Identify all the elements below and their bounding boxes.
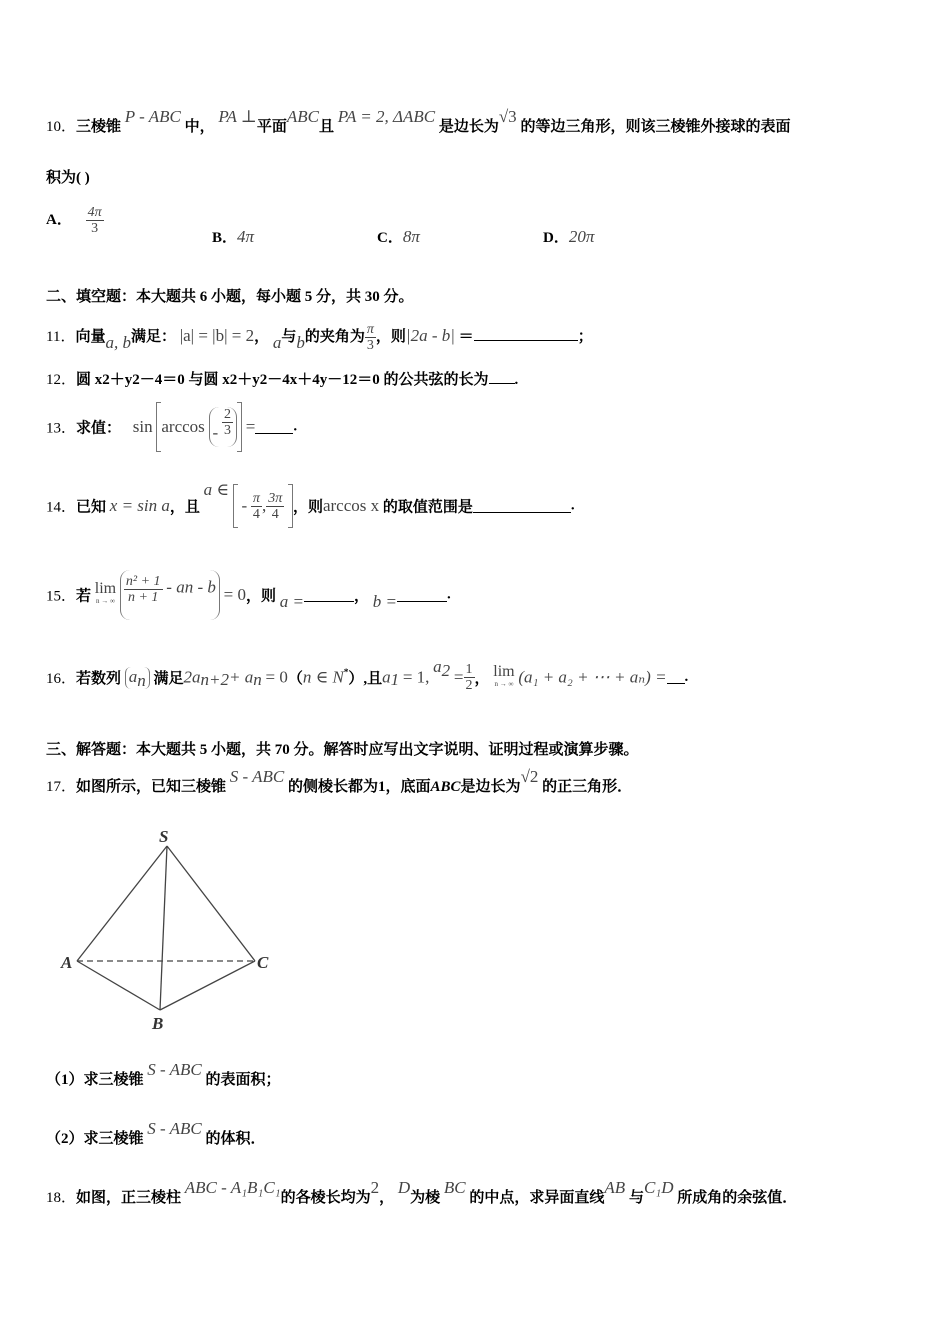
q16-seq <box>125 667 150 689</box>
option-value: 8π <box>402 227 420 246</box>
q13-arccos: arccos <box>161 417 205 436</box>
frac-den: 4 <box>266 506 284 522</box>
q18-text: 的中点，求异面直线 <box>469 1190 605 1206</box>
q16-math: a <box>433 656 442 676</box>
q14-text: 的取值范围是 <box>382 499 473 516</box>
q17-text: 如图所示，已知三棱锥 <box>76 779 227 795</box>
q17-math: S - ABC <box>229 767 285 786</box>
q14-math: arccos x <box>322 496 380 515</box>
q15-text: ， <box>353 588 369 605</box>
q17-part-text: 的表面积； <box>205 1072 281 1088</box>
q15-number: 15． <box>46 588 77 605</box>
option-label: A． <box>46 211 72 228</box>
q16-number: 16． <box>46 671 77 687</box>
q15-math: - an - b <box>166 577 216 597</box>
q17-part-text: （2）求三棱锥 <box>46 1131 144 1147</box>
edge-SA <box>77 846 167 961</box>
frac-num: 4π <box>87 205 102 220</box>
edge-BC <box>160 961 255 1010</box>
vertex-label-b: B <box>152 1014 164 1033</box>
q17-pyramid-figure <box>55 820 285 1040</box>
q13-number: 13． <box>46 420 77 437</box>
q11-text: ，则 <box>375 328 406 345</box>
q15-text: ，则 <box>245 588 276 605</box>
q16-math: = <box>453 667 464 687</box>
q11-math: a <box>272 332 282 352</box>
q16-math: = 1, <box>402 667 430 687</box>
q17-part-text: （1）求三棱锥 <box>46 1072 144 1088</box>
q12-text: 圆 x2＋y2－4＝0 与圆 x2＋y2－4x＋4y－12＝0 的公共弦的长为 <box>76 372 489 388</box>
vertex-label-s: S <box>159 827 169 846</box>
q11-math-norm: |a| = |b| = 2 <box>179 325 255 345</box>
q16-math: 2a <box>183 667 201 687</box>
q14-line <box>46 480 575 528</box>
q16-text: 满足 <box>153 671 184 687</box>
frac-den: 4 <box>251 506 262 522</box>
q16-math: = 0 <box>265 667 288 687</box>
q17-part-2 <box>46 1119 266 1148</box>
q18-number: 18． <box>46 1190 77 1206</box>
q18-text: 的各棱长均为 <box>280 1190 371 1206</box>
q13-paren <box>209 407 237 447</box>
q16-answer-blank[interactable] <box>667 671 685 684</box>
q15-answer-blank-a[interactable] <box>304 589 354 602</box>
vertex-label-a: A <box>61 953 73 972</box>
q14-frac-1 <box>251 491 262 522</box>
option-label: B． <box>212 230 238 246</box>
q18-text: 如图，正三棱柱 <box>76 1190 182 1206</box>
edge-AB <box>77 961 160 1010</box>
q17-text: 1 <box>378 779 386 795</box>
q16-text: ）,且 <box>348 671 383 687</box>
q14-minus: - <box>241 496 248 515</box>
q10-option-d[interactable] <box>543 226 594 247</box>
edge-SB <box>160 846 167 1010</box>
frac-num: 1 <box>465 662 473 677</box>
lim: lim <box>94 580 117 597</box>
frac-num: n² + 1 <box>125 574 161 589</box>
q17-line <box>46 767 633 796</box>
q18-math: BC <box>443 1178 466 1197</box>
q18-math: 2 <box>370 1178 380 1197</box>
section-3-heading: 三、解答题：本大题共 5 小题，共 70 分。解答时应写出文字说明、证明过程或演算步骤。 <box>46 742 639 758</box>
q10-text: 平面 <box>256 119 287 135</box>
q18-text: 为棱 <box>410 1190 441 1206</box>
option-value: 20π <box>568 227 595 246</box>
q15-paren <box>120 570 220 620</box>
q17-text: 的侧棱长都为 <box>288 779 379 795</box>
frac-num: 3π <box>268 490 283 506</box>
q12-answer-blank[interactable] <box>489 371 515 384</box>
vertex-label-c: C <box>257 953 269 972</box>
section-2-heading: 二、填空题：本大题共 6 小题，每小题 5 分，共 30 分。 <box>46 289 414 305</box>
q16-sub: n <box>137 670 146 690</box>
frac-den: 3 <box>365 337 376 353</box>
q12-number: 12． <box>46 372 77 388</box>
q15-limit <box>94 580 117 607</box>
q11-text: ； <box>577 328 593 345</box>
q12-text: . <box>514 372 519 388</box>
q17-text: ，底面 <box>385 779 431 795</box>
q11-math: a, b <box>105 332 131 352</box>
q10-text: 中， <box>184 119 215 135</box>
q15-text: . <box>446 586 451 603</box>
q14-frac-2 <box>266 491 284 522</box>
q10-math-sqrt3: √3 <box>498 107 517 126</box>
q10-line1 <box>46 107 791 136</box>
q10-line2: 积为( ) <box>46 170 90 186</box>
q13-fraction <box>222 407 233 438</box>
q11-text: 的夹角为 <box>304 328 365 345</box>
q11-fraction <box>365 322 376 353</box>
q18-text: ， <box>379 1190 395 1206</box>
q10-text: 的等边三角形，则该三棱锥外接球的表面 <box>520 119 791 135</box>
q11-math: b <box>296 332 305 352</box>
q14-math: a ∈ <box>203 480 229 500</box>
q10-text: 且 <box>318 119 334 135</box>
q18-math: D <box>397 1178 411 1197</box>
q16-fraction <box>464 662 475 693</box>
frac-num: π <box>252 490 260 506</box>
option-label: D． <box>543 230 569 246</box>
frac-den: 2 <box>465 678 473 693</box>
q16-text: 若数列 <box>76 671 122 687</box>
q13-text: 求值： <box>76 420 122 437</box>
q11-text: 满足： <box>130 328 176 345</box>
q16-sub: n+2 <box>200 669 230 689</box>
q16-sup: * <box>343 666 349 677</box>
q10-math-pa: PA = 2, ΔABC <box>337 107 436 126</box>
q11-answer-blank[interactable] <box>474 328 578 341</box>
q11-text: ， <box>254 328 270 345</box>
q11-text: 与 <box>281 328 297 345</box>
q16-math: (a₁ + a₂ + ⋯ + aₙ) = <box>518 667 667 687</box>
q15-math: a = <box>279 592 304 611</box>
option-label: C． <box>377 230 403 246</box>
q10-option-b[interactable] <box>212 226 254 247</box>
q14-text: ，且 <box>169 499 200 516</box>
q16-sub: n <box>253 669 262 689</box>
lim-sub: n → ∞ <box>494 679 514 688</box>
q16-sub: 2 <box>441 660 451 680</box>
q13-line <box>46 402 297 452</box>
q16-text: . <box>684 669 689 685</box>
q17-number: 17． <box>46 779 77 795</box>
q16-line <box>46 656 689 693</box>
q15-fraction <box>124 574 163 605</box>
q10-option-a-fraction <box>86 205 104 236</box>
q16-sub: 1 <box>390 669 400 689</box>
q18-math: AB <box>604 1178 626 1197</box>
q13-answer-blank[interactable] <box>255 421 293 434</box>
q11-math-norm: |2a - b| <box>405 325 455 345</box>
q17-math-sqrt2: √2 <box>520 767 539 786</box>
q17-part-1 <box>46 1060 281 1089</box>
frac-den: 3 <box>223 423 231 438</box>
q10-text: 是边长为 <box>438 119 499 135</box>
lim-sub: n → ∞ <box>95 597 115 605</box>
q15-answer-blank-b[interactable] <box>397 589 447 602</box>
q11-number: 11． <box>46 328 76 345</box>
q17-part-text: 的体积． <box>205 1131 266 1147</box>
q17-part-math: S - ABC <box>147 1060 202 1079</box>
q17-text: 是边长为 <box>460 779 521 795</box>
q18-math: C₁D <box>643 1178 674 1197</box>
q16-text: ， <box>474 671 490 687</box>
q16-text: （ <box>287 671 303 687</box>
q10-option-c[interactable] <box>377 226 420 247</box>
q13-bracket-right <box>237 402 242 452</box>
q18-text: 与 <box>628 1190 644 1206</box>
q17-part-math: S - ABC <box>147 1119 202 1138</box>
q15-line <box>46 570 451 620</box>
q14-bracket-left <box>233 484 238 528</box>
q14-answer-blank[interactable] <box>473 500 571 513</box>
q18-math: ABC - A₁B₁C₁ <box>184 1178 281 1197</box>
option-value: 4π <box>237 227 255 246</box>
q11-text: ＝ <box>458 328 474 345</box>
q16-math: n ∈ N <box>302 667 344 687</box>
q15-text: 若 <box>76 588 92 605</box>
q14-comma: , <box>261 496 267 515</box>
q14-text: ，则 <box>292 499 323 516</box>
q11-text: 向量 <box>75 328 106 345</box>
q13-minus: - <box>212 422 219 442</box>
q15-math: = 0 <box>223 585 246 604</box>
q17-text: 的正三角形． <box>542 779 633 795</box>
q16-limit <box>493 662 515 690</box>
q10-math-pyramid: P - ABC <box>124 107 181 126</box>
q14-math: x = sin a <box>109 496 170 515</box>
q17-text: ABC <box>430 779 461 795</box>
lim: lim <box>493 662 515 680</box>
q10-math-abc: ABC <box>286 107 319 126</box>
q12-line <box>46 368 518 389</box>
q10-option-a[interactable] <box>46 205 104 236</box>
q18-line <box>46 1178 798 1207</box>
edge-SC <box>167 846 255 961</box>
q14-number: 14． <box>46 499 77 516</box>
q13-sin: sin <box>132 417 153 436</box>
q16-math: a <box>382 667 391 687</box>
q13-equals: = <box>245 417 256 436</box>
frac-num: 2 <box>223 407 231 422</box>
frac-den: 3 <box>86 220 104 236</box>
q14-text: . <box>570 497 575 514</box>
q16-math: + a <box>229 667 254 687</box>
q16-math: a <box>128 666 138 686</box>
q13-text: . <box>293 418 298 435</box>
q14-text: 已知 <box>76 499 107 516</box>
q15-math: b = <box>372 592 397 611</box>
frac-den: n + 1 <box>124 589 163 605</box>
frac-num: π <box>366 322 374 337</box>
q11-line <box>46 322 593 353</box>
q10-math-perp: PA ⊥ <box>218 107 257 126</box>
q18-text: 所成角的余弦值． <box>677 1190 798 1206</box>
q10-text: 三棱锥 <box>76 119 122 135</box>
q10-number: 10． <box>46 119 77 135</box>
